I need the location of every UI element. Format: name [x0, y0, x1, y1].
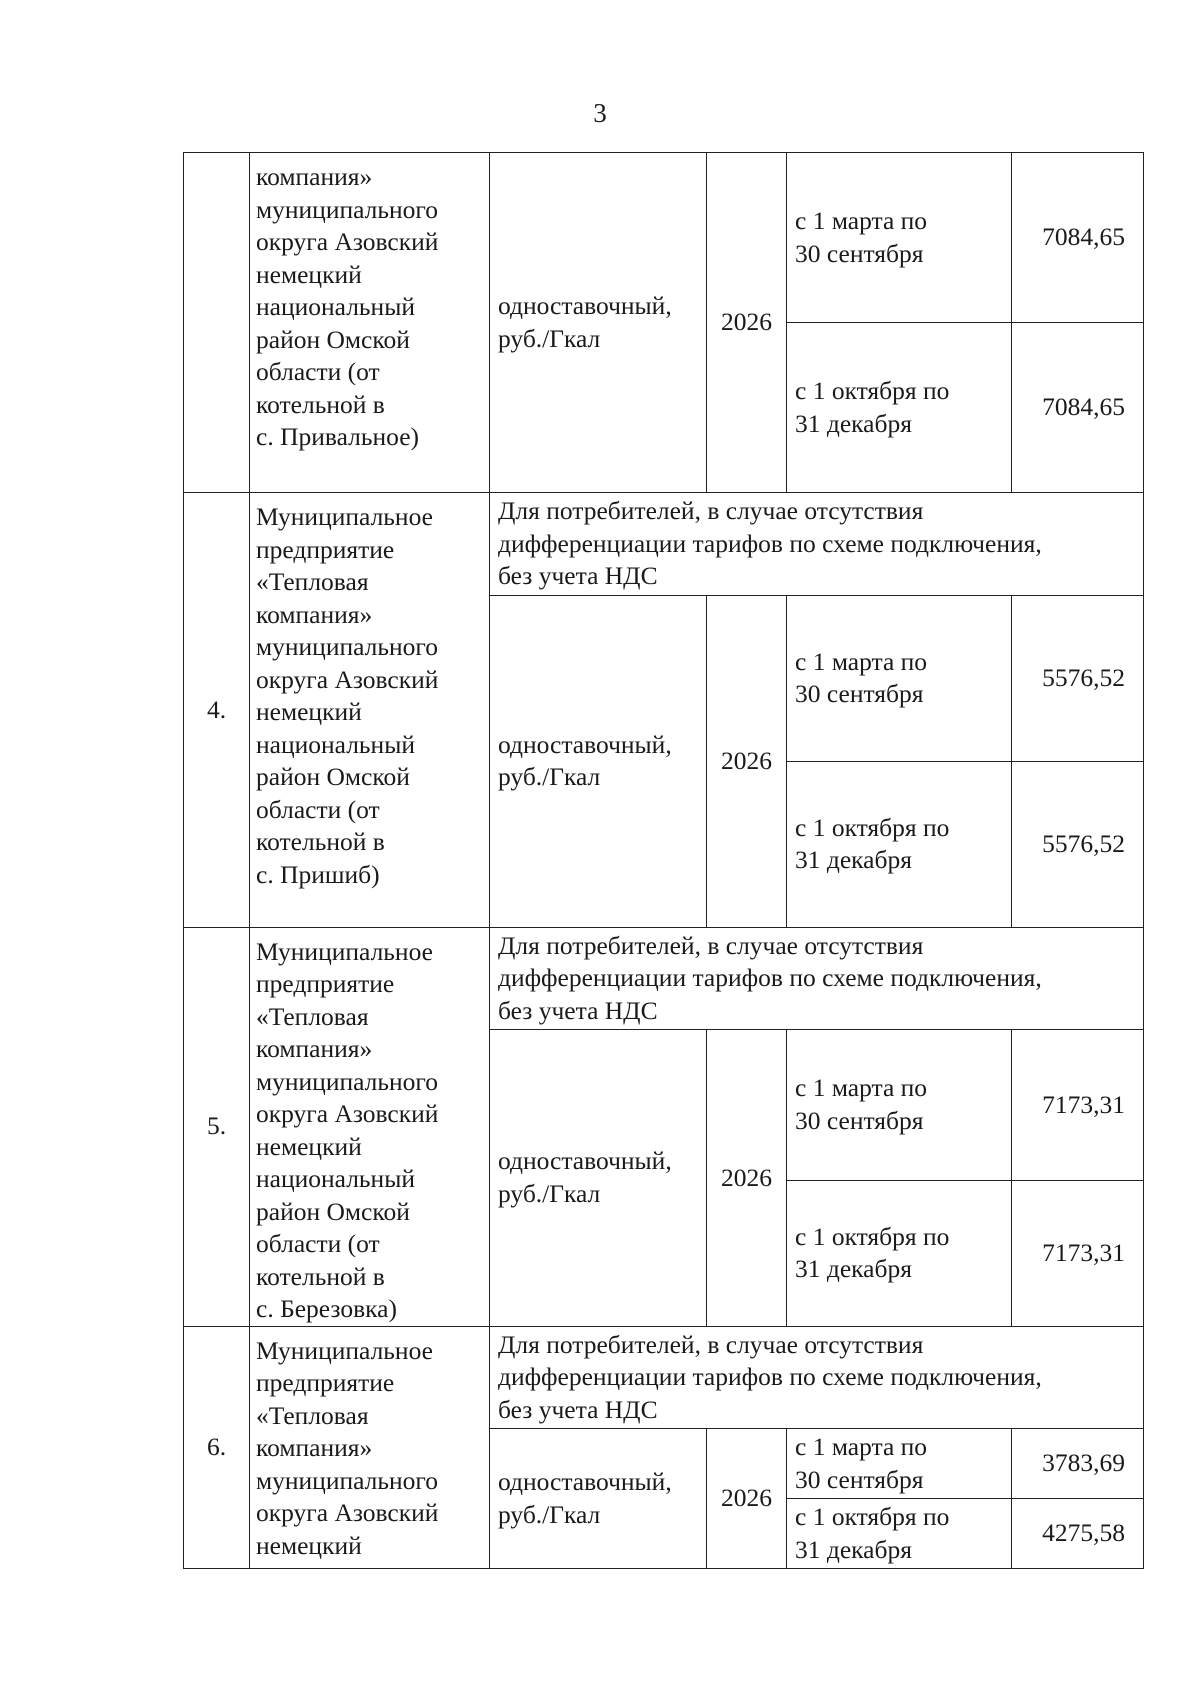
period-line: 31 декабря	[795, 408, 912, 438]
consumer-group-cell	[490, 493, 1144, 596]
period-line: с 1 октября по	[795, 1502, 950, 1531]
period-line: 31 декабря	[795, 1254, 912, 1283]
org-line: муниципального	[256, 1066, 438, 1096]
org-line: области (от	[256, 357, 380, 386]
org-line: муниципального	[256, 1465, 438, 1495]
year-cell: 2026	[707, 153, 787, 493]
period-line: с 1 марта по	[795, 1432, 928, 1461]
org-line: национальный	[256, 292, 415, 321]
org-line: Муниципальное	[256, 1335, 433, 1365]
tariff-type-line: одноставочный,	[498, 729, 672, 759]
period-line: с 1 октября по	[795, 812, 950, 842]
organization-cell	[250, 493, 490, 928]
period-line: 31 декабря	[795, 1534, 912, 1564]
table-row	[184, 153, 1144, 323]
tariff-type-line: руб./Гкал	[498, 323, 601, 353]
tariff-type-line: одноставочный,	[498, 291, 672, 320]
org-line: район Омской	[256, 324, 410, 354]
org-line: предприятие	[256, 969, 395, 998]
period-line: с 1 марта по	[795, 1073, 928, 1103]
org-line: с. Привальное)	[256, 422, 419, 451]
period-cell	[787, 1180, 1012, 1326]
org-line: немецкий	[256, 1131, 362, 1161]
org-line: компания»	[256, 1034, 373, 1063]
tariff-value-cell: 7173,31	[1012, 1180, 1144, 1326]
tariff-value-cell: 7173,31	[1012, 1030, 1144, 1181]
group-line: Для потребителей, в случае отсутствия	[498, 930, 924, 960]
org-line: национальный	[256, 729, 415, 759]
org-line: немецкий	[256, 1530, 362, 1560]
org-line: округа Азовский	[256, 1498, 439, 1527]
org-line: Муниципальное	[256, 936, 433, 966]
org-line: муниципального	[256, 632, 438, 661]
org-line: округа Азовский	[256, 664, 439, 694]
group-line: дифференциации тарифов по схеме подключения,	[498, 528, 1042, 558]
org-line: предприятие	[256, 534, 395, 564]
tariff-type-line: руб./Гкал	[498, 762, 601, 791]
tariff-type-cell	[490, 1429, 707, 1569]
tariff-type-cell	[490, 595, 707, 927]
org-line: национальный	[256, 1164, 415, 1193]
period-line: с 1 октября по	[795, 376, 950, 405]
tariff-type-line: одноставочный,	[498, 1146, 672, 1176]
group-line: Для потребителей, в случае отсутствия	[498, 496, 924, 525]
period-line: с 1 октября по	[795, 1221, 950, 1251]
tariff-value-cell: 4275,58	[1012, 1499, 1144, 1569]
year-cell: 2026	[707, 1030, 787, 1327]
organization-cell	[250, 927, 490, 1326]
period-line: 31 декабря	[795, 845, 912, 874]
group-line: без учета НДС	[498, 995, 658, 1025]
org-line: предприятие	[256, 1368, 395, 1397]
org-line: «Тепловая	[256, 567, 369, 596]
period-line: 30 сентября	[795, 679, 924, 708]
period-cell	[787, 595, 1012, 761]
tariff-type-line: одноставочный,	[498, 1467, 672, 1496]
tariff-value-cell: 7084,65	[1012, 153, 1144, 323]
org-line: компания»	[256, 162, 373, 191]
org-line: компания»	[256, 599, 373, 629]
tariff-type-line: руб./Гкал	[498, 1178, 601, 1208]
org-line: немецкий	[256, 259, 362, 289]
group-line: дифференциации тарифов по схеме подключения,	[498, 963, 1042, 992]
org-line: округа Азовский	[256, 1099, 439, 1128]
org-line: «Тепловая	[256, 1400, 369, 1430]
org-line: «Тепловая	[256, 1001, 369, 1031]
consumer-group-cell	[490, 1326, 1144, 1429]
tariff-type-line: руб./Гкал	[498, 1499, 601, 1529]
org-line: котельной в	[256, 827, 385, 856]
period-line: 30 сентября	[795, 238, 924, 268]
year-cell: 2026	[707, 595, 787, 927]
org-line: Муниципальное	[256, 502, 433, 531]
org-line: котельной в	[256, 1261, 385, 1291]
org-line: области (от	[256, 794, 380, 824]
period-line: 30 сентября	[795, 1464, 924, 1494]
row-number-cell: 5.	[184, 927, 250, 1326]
row-number-cell	[184, 153, 250, 493]
table-row	[184, 1326, 1144, 1429]
org-line: немецкий	[256, 697, 362, 726]
period-line: с 1 марта по	[795, 206, 928, 235]
group-line: дифференциации тарифов по схеме подключения,	[498, 1362, 1042, 1391]
row-number-cell: 4.	[184, 493, 250, 928]
org-line: район Омской	[256, 762, 410, 791]
period-line: 30 сентября	[795, 1105, 924, 1135]
tariff-value-cell: 3783,69	[1012, 1429, 1144, 1499]
org-line: с. Пришиб)	[256, 859, 380, 889]
org-line: с. Березовка)	[256, 1294, 397, 1323]
tariff-value-cell: 7084,65	[1012, 323, 1144, 493]
org-line: компания»	[256, 1433, 373, 1462]
table-row	[184, 493, 1144, 596]
consumer-group-cell	[490, 927, 1144, 1030]
tariff-value-cell: 5576,52	[1012, 761, 1144, 927]
tariff-type-cell	[490, 1030, 707, 1327]
org-line: области (от	[256, 1229, 380, 1258]
period-cell	[787, 153, 1012, 323]
org-line: район Омской	[256, 1196, 410, 1226]
tariff-table	[183, 152, 1144, 1569]
period-cell	[787, 1429, 1012, 1499]
period-cell	[787, 761, 1012, 927]
organization-cell	[250, 1326, 490, 1569]
page-number: 3	[593, 98, 607, 128]
group-line: без учета НДС	[498, 1394, 658, 1424]
period-line: с 1 марта по	[795, 646, 928, 676]
table-row	[184, 927, 1144, 1030]
group-line: Для потребителей, в случае отсутствия	[498, 1329, 924, 1359]
tariff-type-cell	[490, 153, 707, 493]
org-line: муниципального	[256, 194, 438, 224]
organization-cell	[250, 153, 490, 493]
period-cell	[787, 1499, 1012, 1569]
org-line: округа Азовский	[256, 227, 439, 256]
org-line: котельной в	[256, 389, 385, 419]
tariff-value-cell: 5576,52	[1012, 595, 1144, 761]
period-cell	[787, 1030, 1012, 1181]
year-cell: 2026	[707, 1429, 787, 1569]
row-number-cell: 6.	[184, 1326, 250, 1569]
period-cell	[787, 323, 1012, 493]
group-line: без учета НДС	[498, 561, 658, 590]
